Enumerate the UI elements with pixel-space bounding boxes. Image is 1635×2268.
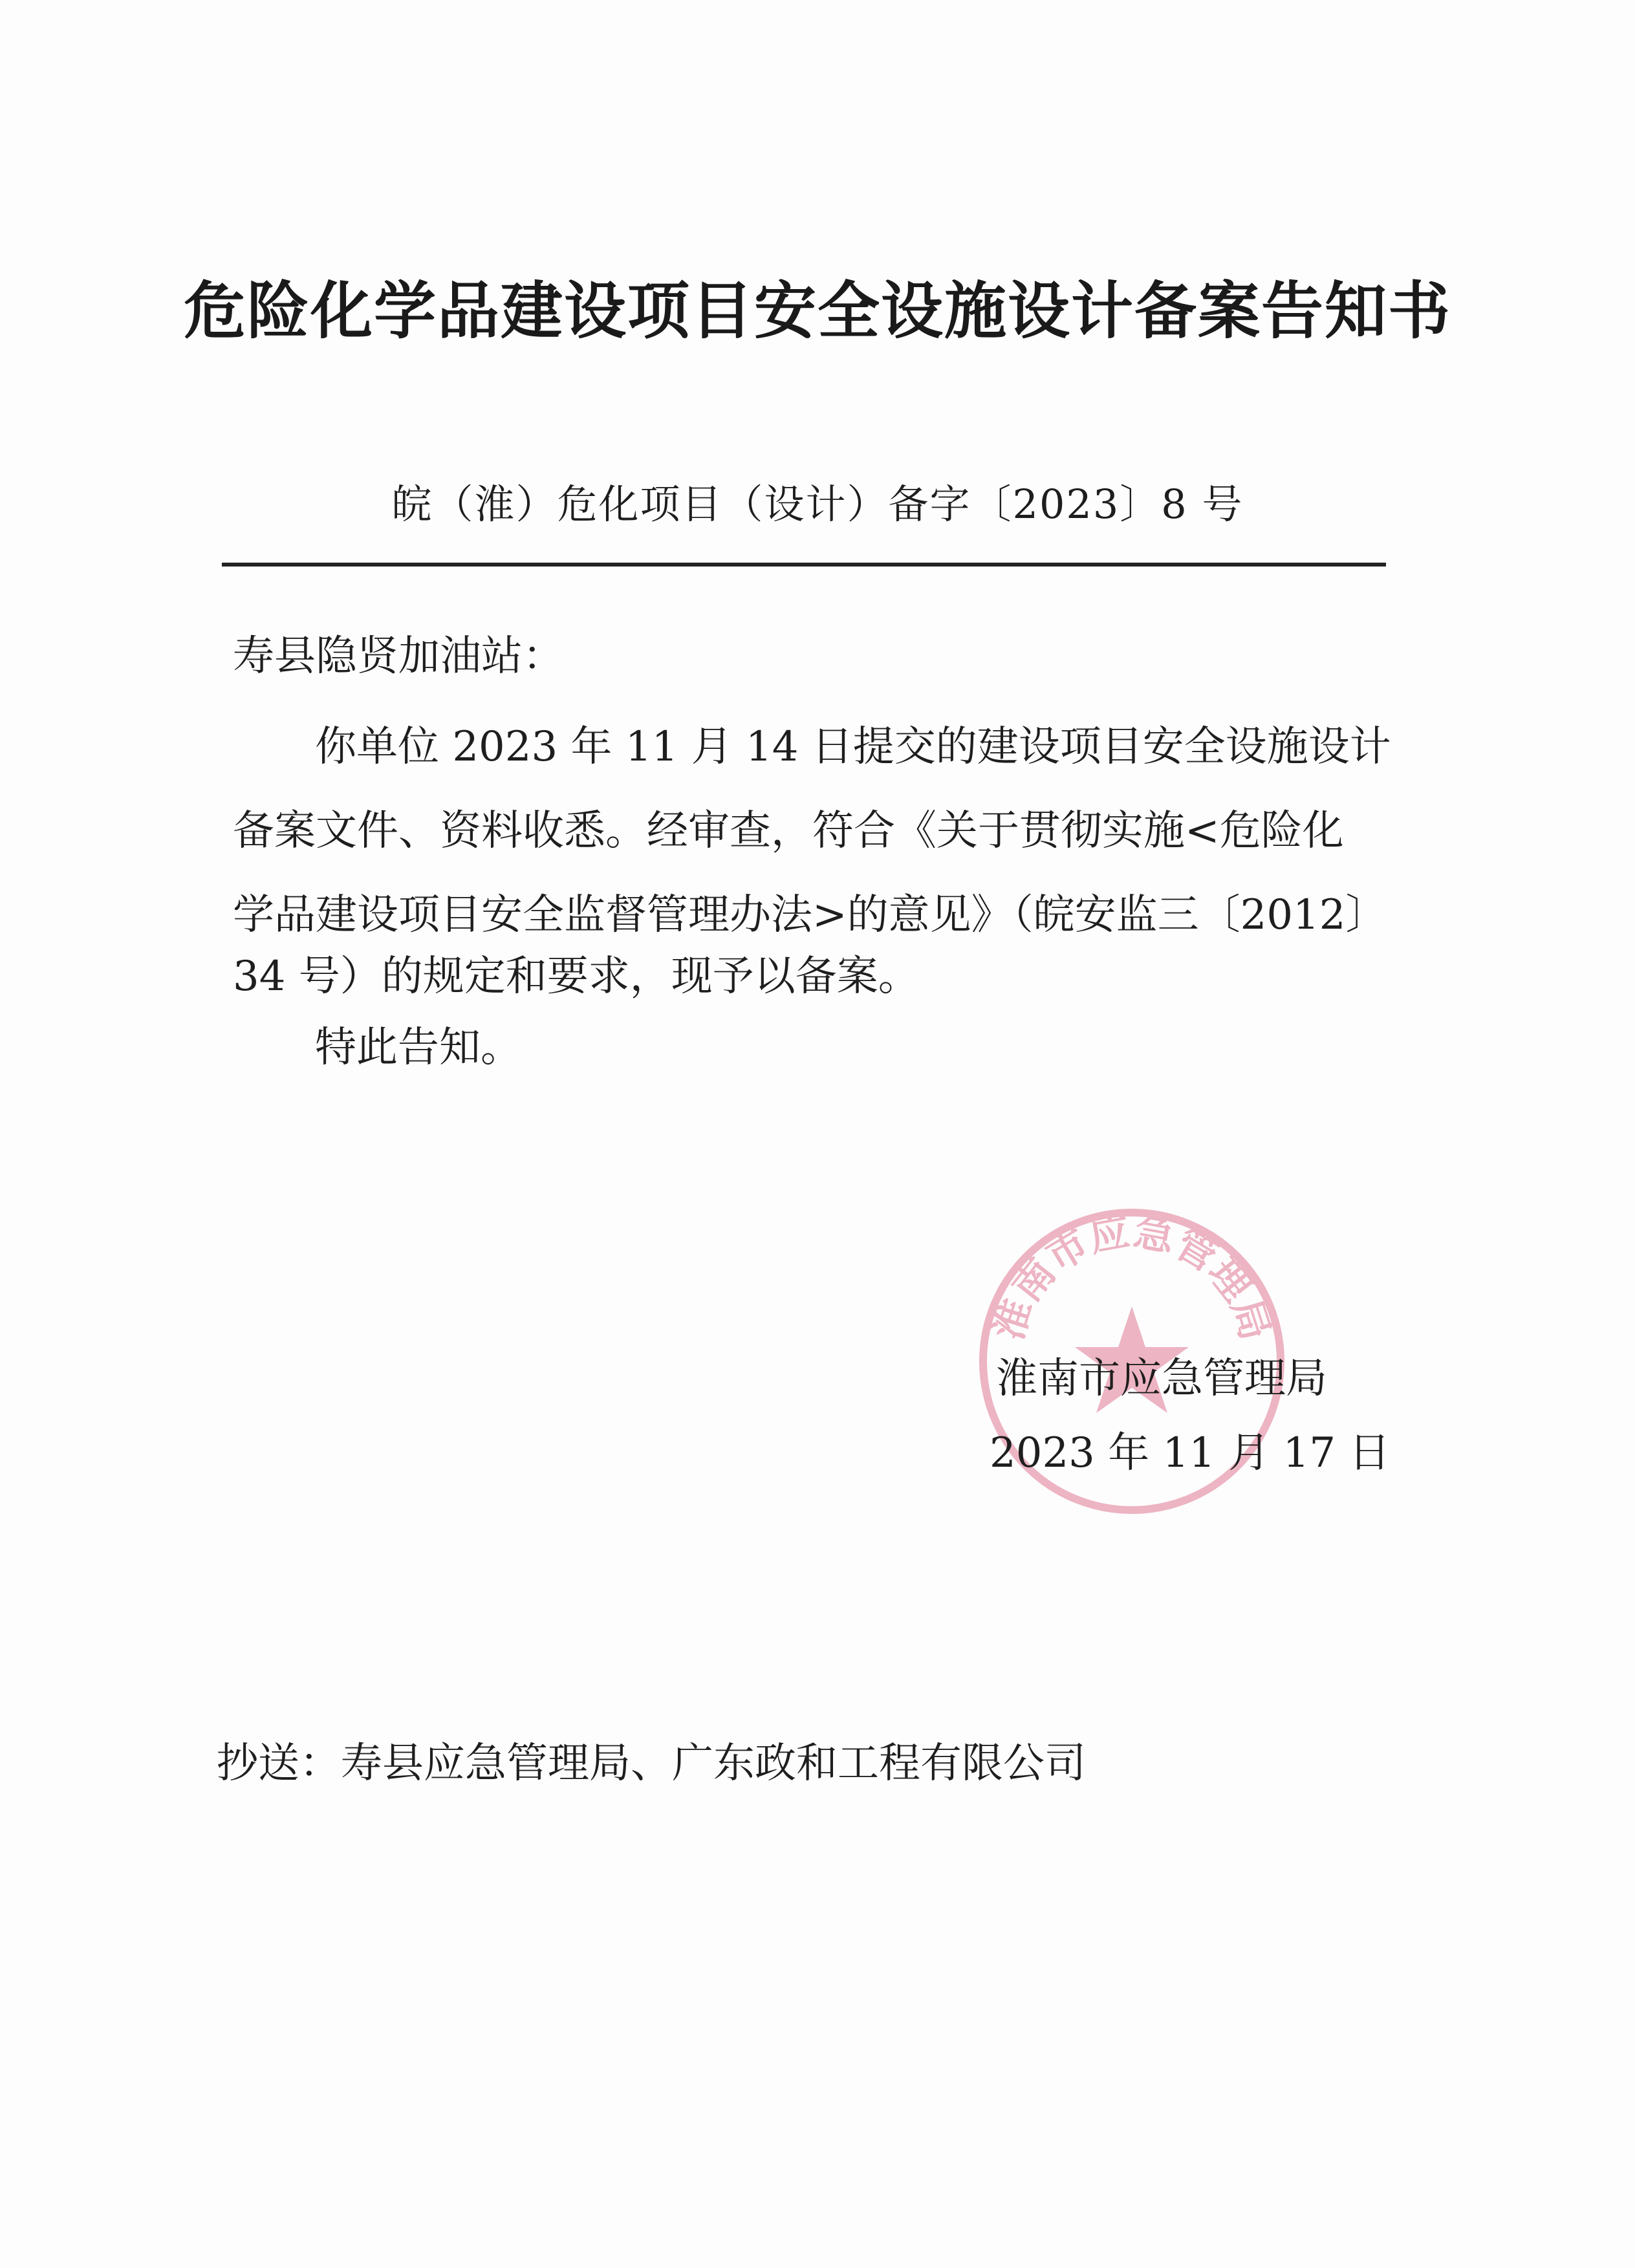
signature-organization: 淮南市应急管理局 — [996, 1355, 1327, 1403]
document-title: 危险化学品建设项目安全设施设计备案告知书 — [184, 275, 1451, 347]
seal-text: 淮南市应急管理局 — [984, 1207, 1280, 1346]
body-line: 备案文件、资料收悉。经审查，符合《关于贯彻实施<危险化 — [233, 807, 1344, 855]
closing-text: 特此告知。 — [315, 1024, 522, 1072]
body-line: 34 号）的规定和要求，现予以备案。 — [233, 953, 920, 1000]
document-number: 皖（淮）危化项目（设计）备字〔2023〕8 号 — [391, 481, 1244, 528]
cc-line: 抄送：寿县应急管理局、广东政和工程有限公司 — [217, 1740, 1086, 1787]
salutation: 寿县隐贤加油站： — [233, 632, 564, 680]
body-line: 你单位 2023 年 11 月 14 日提交的建设项目安全设施设计 — [315, 723, 1391, 771]
header-divider — [222, 563, 1386, 567]
body-line: 学品建设项目安全监督管理办法>的意见》（皖安监三〔2012〕 — [233, 891, 1387, 939]
signature-date: 2023 年 11 月 17 日 — [990, 1429, 1391, 1477]
